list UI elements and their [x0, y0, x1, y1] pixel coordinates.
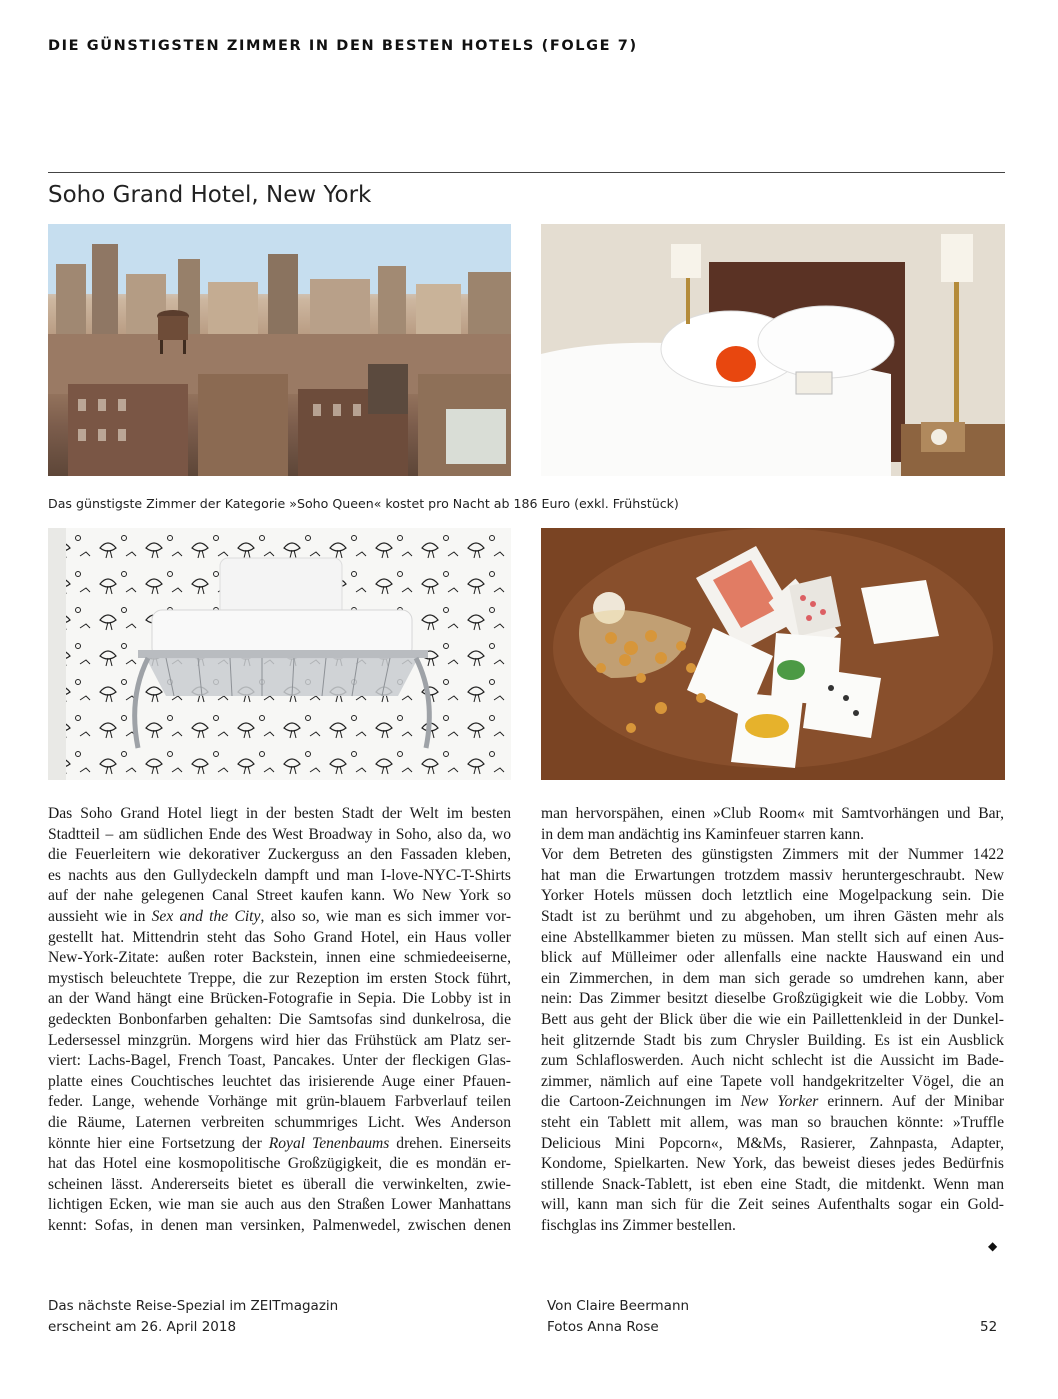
photo-hotel-bed — [541, 224, 1005, 476]
article-line: es nachts aus den Gullydeckeln dampft und man I-love-NYC-T-Shirts — [48, 866, 511, 884]
photo-credit: Fotos Anna Rose — [547, 1319, 659, 1335]
minibar-illustration — [541, 528, 1005, 780]
next-issue-line-2: erscheint am 26. April 2018 — [48, 1319, 237, 1335]
article-line: stillende Snack-Tablett, ist eben eine Stadt, die mitdenkt. Wenn man — [541, 1175, 1004, 1193]
article-line: eine Abstellkammer bieten zu müssen. Man stellt sich auf einen Aus- — [541, 928, 1004, 946]
article-line: steht ein Tablett mit allem, was man so brauchen könnte: »Truffle — [541, 1113, 1004, 1131]
article-line: hat das Hotel eine kosmopolitische Großzügigkeit, die es mondän er- — [48, 1155, 511, 1173]
article-line: gedeckten Bonbonfarben gehalten: Die Samtsofas sind dunkelrosa, die — [48, 1010, 511, 1028]
article-line: man hervorspähen, einen »Club Room« mit Samtvorhängen und Bar, — [541, 805, 1004, 822]
article-line: gestellt hat. Mittendrin steht das Soho Grand Hotel, ein Haus voller — [48, 928, 511, 946]
article-line: Ledersessel minzgrün. Morgens wird hier das Frühstück am Platz ser- — [48, 1031, 511, 1049]
page-number: 52 — [980, 1319, 998, 1335]
article-line: mystisch beleuchtete Treppe, die zur Rezeption im ersten Stock führt, — [48, 969, 511, 987]
article-line: hat man die Erwartungen trotzdem massiv heruntergeschraubt. New — [541, 866, 1004, 884]
photo-caption: Das günstigste Zimmer der Kategorie »Soho Queen« kostet pro Nacht ab 186 Euro (exkl. Frühstück) — [48, 496, 679, 511]
article-line: aussieht wie in Sex and the City, also so, wie man es sich immer vor- — [48, 907, 511, 925]
bathroom-illustration — [48, 528, 511, 780]
article-line: zum Schlafloswerden. Auch nicht schlecht ist die Aussicht im Bade- — [541, 1052, 1004, 1070]
article-line: Stadtteil – am südlichen Ende des West Broadway in Soho, also da, wo — [48, 825, 511, 843]
article-line: Kondome, Spielkarten. New York, das beweist dieses jedes Bedürfnis — [541, 1155, 1004, 1173]
skyline-illustration — [48, 224, 511, 476]
article-column-right — [541, 804, 1004, 1236]
article-line: auf der nahe gelegenen Canal Street kaufen kann. Wo New York so — [48, 887, 511, 905]
article-line: Bett aus geht der Blick über die wie ein Paillettenkleid in der Dunkel- — [541, 1010, 1004, 1028]
article-line: will, kann man sich für die Zeit seines Aufenthalts sogar ein Gold- — [541, 1196, 1004, 1214]
photo-skyline — [48, 224, 511, 476]
end-mark: ◆ — [988, 1239, 998, 1253]
article-line: scheinen lässt. Andererseits bietet es überall die verwinkelten, zwie- — [48, 1175, 511, 1193]
article-line: Yorker Hotels müssen doch letztlich eine Mogelpackung sein. Die — [541, 887, 1004, 905]
credits — [547, 1296, 689, 1338]
article-line: Delicious Mini Popcorn«, M&Ms, Rasierer, Zahnpasta, Adapter, — [541, 1134, 1004, 1152]
author-credit: Von Claire Beermann — [547, 1298, 690, 1314]
bed-illustration — [541, 224, 1005, 476]
article-line: New-York-Zitate: außen roter Backstein, innen eine schmiedeeiserne, — [48, 949, 511, 967]
next-issue-note — [48, 1296, 338, 1338]
series-title: DIE GÜNSTIGSTEN ZIMMER IN DEN BESTEN HOTELS (FOLGE 7) — [48, 38, 638, 54]
article-line: könnte hier eine Fortsetzung der Royal Tenenbaums drehen. Einerseits — [48, 1134, 511, 1152]
article-line: viert: Lachs-Bagel, French Toast, Pancakes. Unter der fleckigen Glas- — [48, 1052, 511, 1070]
article-line: die Räume, Laternen verbreiten schummriges Licht. Wes Anderson — [48, 1113, 511, 1131]
article-line: blick auf Mülleimer oder allenfalls eine nackte Hauswand ein und — [541, 949, 1004, 967]
article-column-left — [48, 804, 511, 1236]
article-line: Vor dem Betreten des günstigsten Zimmers mit der Nummer 1422 — [541, 846, 1004, 864]
next-issue-line-1: Das nächste Reise-Spezial im ZEITmagazin — [48, 1298, 339, 1314]
article-line: platte eines Couchtisches leuchtet das irisierende Auge einer Pfauen- — [48, 1072, 511, 1090]
article-line: Stadt ist zu berühmt und zu abgehoben, um ihren Gästen mehr als — [541, 907, 1004, 925]
article-line: an der Wand hängt eine Brücken-Fotografie in Sepia. Die Lobby ist in — [48, 990, 511, 1008]
article-line: Das Soho Grand Hotel liegt in der besten Stadt der Welt im besten — [48, 805, 511, 822]
article-line: zimmer, nämlich auf eine Tapete voll handgekritzelter Vögel, die an — [541, 1072, 1004, 1090]
article-line: feder. Lange, wehende Vorhänge mit grün-blauem Farbverlauf teilen — [48, 1093, 511, 1111]
photo-bathroom-shelf — [48, 528, 511, 780]
article-line: fischglas ins Zimmer bestellen. — [541, 1216, 736, 1234]
article-line: nein: Das Zimmer besitzt dieselbe Großzügigkeit wie die Lobby. Vom — [541, 990, 1004, 1008]
photo-minibar-tray — [541, 528, 1005, 780]
article-line: die Feuerleitern wie dekorativer Zuckerguss an den Fassaden kleben, — [48, 846, 511, 864]
article-title: Soho Grand Hotel, New York — [48, 182, 372, 208]
title-rule — [48, 172, 1005, 173]
article-line: die Cartoon-Zeichnungen im New Yorker erinnern. Auf der Minibar — [541, 1093, 1004, 1111]
article-line: in dem man andächtig ins Kaminfeuer starren kann. — [541, 825, 865, 843]
article-line: lichtigen Ecken, wie man sie auch aus den Straßen Lower Manhattans — [48, 1196, 511, 1214]
article-line: ein Zimmerchen, in dem man sich gerade so umdrehen kann, aber — [541, 969, 1004, 987]
article-line: heit glitzernde Stadt bis zum Chrysler Building. Es ist ein Ausblick — [541, 1031, 1004, 1049]
article-line: kennt: Sofas, in denen man versinken, Palmenwedel, zwischen denen — [48, 1216, 511, 1234]
